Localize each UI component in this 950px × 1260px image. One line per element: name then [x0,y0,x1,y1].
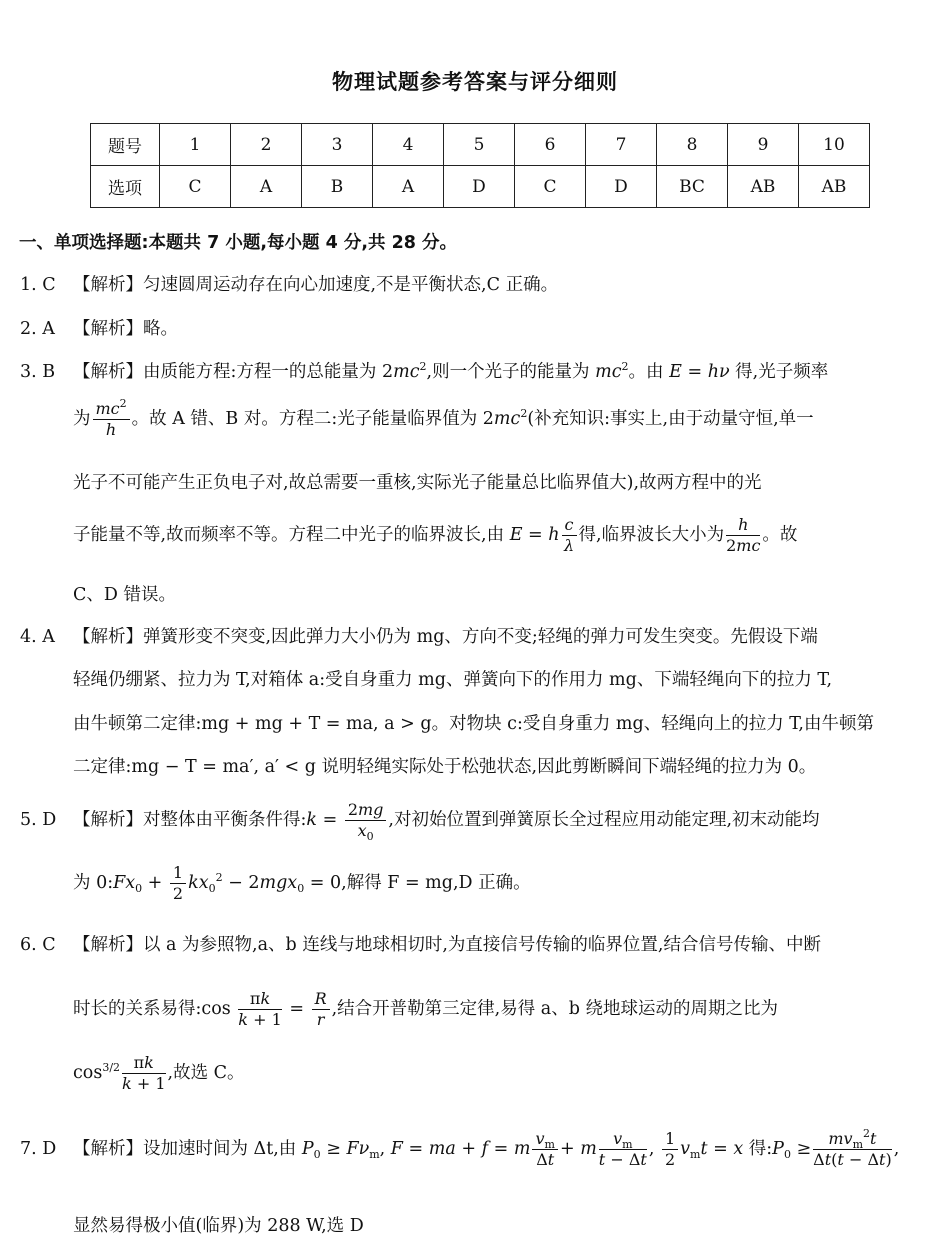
q7-number: 7. D [20,1139,57,1159]
q2-number: 2. A [20,319,55,339]
table-cell: 4 [373,124,444,166]
table-cell: 3 [302,124,373,166]
q6-number: 6. C [20,935,56,955]
fraction: $\frac{1}{2}$ [170,863,186,904]
table-cell: AB [728,166,799,208]
q4-number: 4. A [20,627,55,647]
q2-line [20,315,178,340]
table-cell: AB [799,166,870,208]
table-cell: BC [657,166,728,208]
fraction: $\frac{2mg}{x_0}$ [345,800,387,841]
fraction: $\frac{mv_m^2t}{\Delta t(t - \Delta t)}$ [813,1127,892,1169]
answer-table [90,123,870,208]
q6-line-3: $\cos^{3/2}$ $\frac{\pi k}{k + 1}$ ,故选 C。 [73,1053,245,1093]
table-row-answers [91,166,870,208]
fraction: $\frac{v_m}{t - \Delta t}$ [598,1129,647,1169]
q5-line-1: 5. D 【解析】对整体由平衡条件得:k = $\frac{2mg}{x_0}$ ,对初始位置到弹簧原长全过程应用动能定理,初末动能均 [20,800,820,843]
q5-line-2: 为 $0:Fx_0$ + $\frac{1}{2}$ $kx_0^2 - 2mgx_0 = 0$,解得 F = mg,D 正确。 [73,863,531,903]
fraction: $\frac{1}{2}$ [662,1129,678,1170]
table-cell: 9 [728,124,799,166]
row-header-number: 题号 [91,124,160,166]
table-cell: 2 [231,124,302,166]
fraction: $\frac{\pi k}{k + 1}$ [122,1053,166,1093]
q7-line-2: 显然易得极小值(临界)为 288 W,选 D [73,1216,364,1236]
table-cell: C [515,166,586,208]
q4-line-3: 由牛顿第二定律:mg + mg + T = ma, a > g。对物块 c:受自身重力 mg、轻绳向上的拉力 T,由牛顿第 [73,714,874,734]
section-heading: 一、单项选择题:本题共 7 小题,每小题 4 分,共 28 分。 [19,233,458,253]
table-cell: 7 [586,124,657,166]
table-cell: 6 [515,124,586,166]
table-row-numbers [91,124,870,166]
table-cell: A [231,166,302,208]
row-header-answer: 选项 [91,166,160,208]
table-cell: A [373,166,444,208]
table-cell: 5 [444,124,515,166]
q2-text: 【解析】略。 [73,319,178,339]
q6-line-1: 6. C 【解析】以 a 为参照物,a、b 连线与地球相切时,为直接信号传输的临界位置,结合信号传输、中断 [20,935,821,955]
q4-line-1: 4. A 【解析】弹簧形变不突变,因此弹力大小仍为 mg、方向不变;轻绳的弹力可发生突变。先假设下端 [20,627,818,647]
q4-line-2: 轻绳仍绷紧、拉力为 T,对箱体 a:受自身重力 mg、弹簧向下的作用力 mg、下端轻绳向下的拉力 T, [73,670,833,690]
table-cell: D [586,166,657,208]
table-cell: C [160,166,231,208]
q1-line [20,271,558,296]
table-cell: 10 [799,124,870,166]
fraction: $\frac{c}{\lambda}$ [562,515,577,556]
q1-text: 【解析】匀速圆周运动存在向心加速度,不是平衡状态,C 正确。 [73,275,559,295]
q3-line-5: C、D 错误。 [73,585,176,605]
table-cell: D [444,166,515,208]
q6-line-2: 时长的关系易得:cos $\frac{\pi k}{k + 1}$ = $\frac{R}{r}$ ,结合开普勒第三定律,易得 a、b 绕地球运动的周期之比为 [73,989,778,1029]
q3-line-3: 光子不可能产生正负电子对,故总需要一重核,实际光子能量总比临界值大),故两方程中的光 [73,473,762,493]
fraction: $\frac{mc^2}{h}$ [93,399,130,440]
q4-line-4: 二定律:mg − T = ma′, a′ < g 说明轻绳实际处于松弛状态,因此剪断瞬间下端轻绳的拉力为 0。 [73,757,817,777]
q1-number: 1. C [20,275,56,295]
q3-line-4: 子能量不等,故而频率不等。方程二中光子的临界波长,由 E = h $\frac{c}{\lambda}$ 得,临界波长大小为 $\frac{h}{2mc}$ 。故 [73,515,798,555]
fraction: $\frac{\pi k}{k + 1}$ [238,989,282,1029]
q5-number: 5. D [20,810,57,830]
fraction: $\frac{v_m}{\Delta t}$ [532,1129,557,1170]
table-cell: 8 [657,124,728,166]
table-cell: 1 [160,124,231,166]
q3-line-2: 为 $\frac{mc^2}{h}$ 。故 A 错、B 对。方程二:光子能量临界值为 $2mc^2$(补充知识:事实上,由于动量守恒,单一 [73,397,814,439]
q3-line-1: 3. B 【解析】由质能方程:方程一的总能量为 $2mc^2$,则一个光子的能量为 $mc^2$。由 E = hν 得,光子频率 [20,360,829,382]
table-cell: B [302,166,373,208]
q7-line-1: 7. D 【解析】设加速时间为 Δt,由 $P_0 \ge F\nu_m$, F = ma + f = m $\frac{v_m}{\Delta t}$ + m $\frac{v_m}{t - \Delta t}$ , $\frac{1}{2}$ $v_mt = x$ 得$:P_0$ ≥ $\frac{mv_m^2t}{\Delta t(t - \Delta t)}$ , [20,1127,900,1169]
q3-number: 3. B [20,362,56,382]
fraction: $\frac{h}{2mc}$ [726,515,761,555]
page-title: 物理试题参考答案与评分细则 [332,70,618,94]
fraction: $\frac{R}{r}$ [312,989,330,1030]
